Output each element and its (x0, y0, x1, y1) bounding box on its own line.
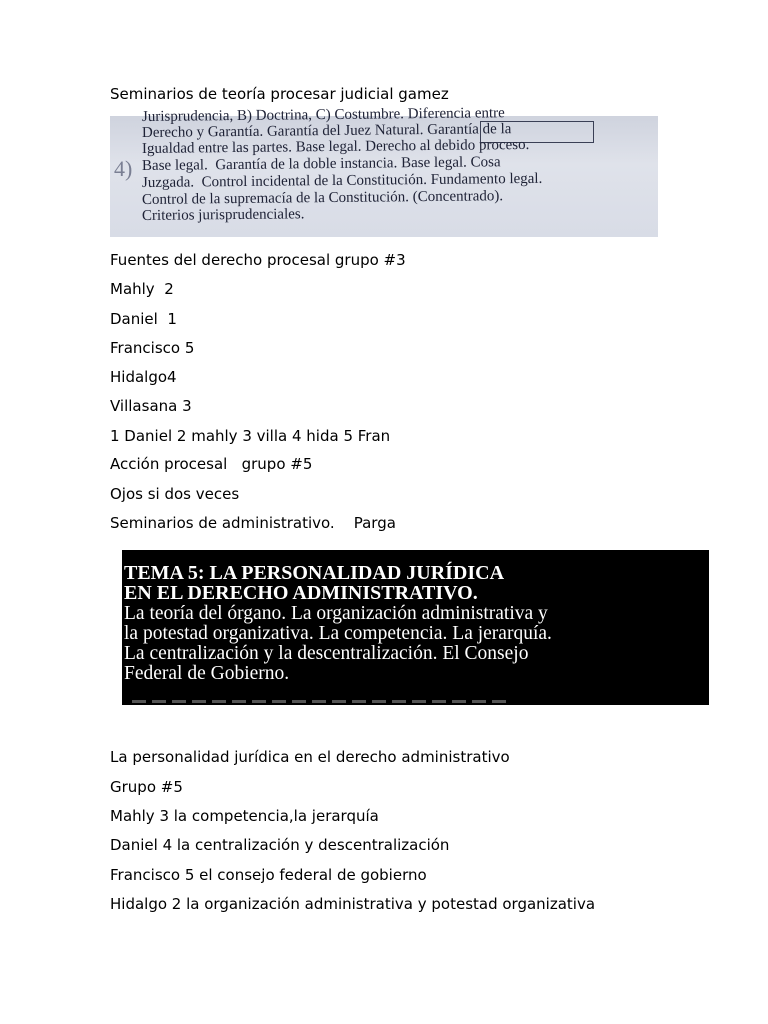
scanned-text-photo (110, 105, 658, 237)
photo-text-line: Igualdad entre las partes. Base legal. Derecho al debido proceso. (141, 136, 530, 157)
slide-body-line: Federal de Gobierno. (124, 663, 290, 684)
doc-line: La personalidad jurídica en el derecho administrativo (110, 748, 510, 766)
photo-text-line: Control de la supremacía de la Constitución. (Concentrado). (141, 188, 504, 208)
doc-line: Grupo #5 (110, 778, 183, 796)
doc-line: Mahly 2 (110, 280, 174, 298)
doc-line: 1 Daniel 2 mahly 3 villa 4 hida 5 Fran (110, 427, 391, 445)
doc-line: Villasana 3 (110, 397, 192, 415)
doc-line: Hidalgo 2 la organización administrativa y potestad organizativa (110, 895, 596, 913)
doc-line: Hidalgo4 (110, 368, 177, 386)
doc-line: Fuentes del derecho procesal grupo #3 (110, 251, 406, 269)
photo-text-line: Jurisprudencia, B) Doctrina, C) Costumbre. Diferencia entre (141, 105, 505, 125)
margin-mark: 4) (114, 156, 133, 181)
slide-image (122, 550, 709, 705)
slide-body-line: La teoría del órgano. La organización administrativa y (124, 603, 548, 624)
doc-line: Mahly 3 la competencia,la jerarquía (110, 807, 379, 825)
doc-line: Acción procesal grupo #5 (110, 455, 313, 473)
doc-line: Francisco 5 el consejo federal de gobierno (110, 866, 427, 884)
slide-body-line: la potestad organizativa. La competencia. La jerarquía. (124, 623, 552, 644)
slide-title-line: EN EL DERECHO ADMINISTRATIVO. (124, 582, 478, 604)
photo-text-line: Base legal. Garantía de la doble instancia. Base legal. Cosa (141, 154, 501, 174)
photo-text-line: Criterios jurisprudenciales. (141, 206, 305, 224)
doc-line: Ojos si dos veces (110, 485, 240, 503)
doc-line: Seminarios de administrativo. Parga (110, 514, 396, 532)
doc-line: Daniel 1 (110, 310, 177, 328)
doc-line: Daniel 4 la centralización y descentralización (110, 836, 450, 854)
cropped-text-remnant (132, 700, 512, 703)
photo-text-line: Juzgada. Control incidental de la Constitución. Fundamento legal. (141, 170, 543, 191)
photo-text-line: Derecho y Garantía. Garantía del Juez Natural. Garantía de la (141, 121, 512, 141)
slide-title-line: TEMA 5: LA PERSONALIDAD JURÍDICA (124, 562, 505, 584)
doc-line: Francisco 5 (110, 339, 195, 357)
slide-body-line: La centralización y la descentralización. El Consejo (124, 643, 529, 664)
doc-line: Seminarios de teoría procesar judicial gamez (110, 85, 449, 103)
